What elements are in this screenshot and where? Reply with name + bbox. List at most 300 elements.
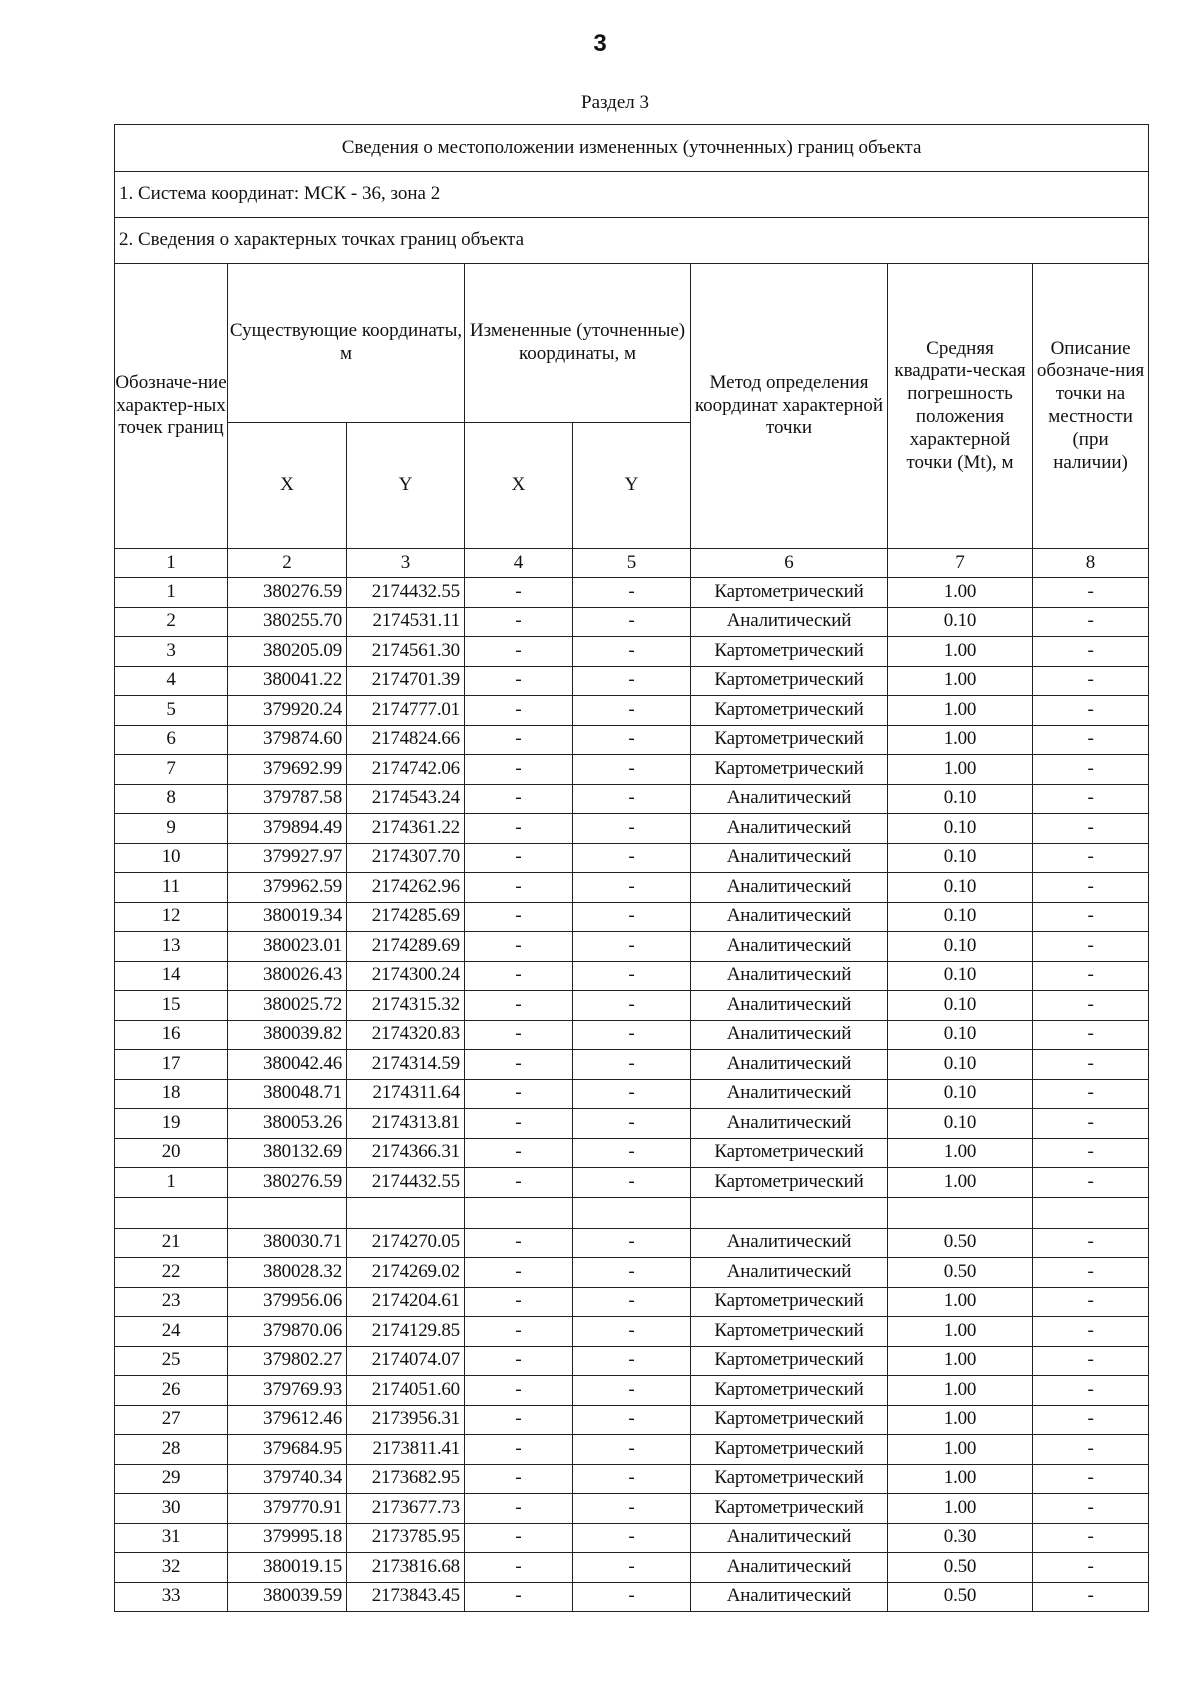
method-cell: Аналитический [691, 814, 888, 844]
existing-y-cell: 2174300.24 [347, 961, 465, 991]
point-number-cell: 29 [115, 1464, 228, 1494]
table-row [115, 1494, 1149, 1524]
description-cell: - [1033, 1435, 1149, 1465]
description-cell: - [1033, 578, 1149, 608]
description-cell: - [1033, 607, 1149, 637]
existing-y-cell: 2174314.59 [347, 1050, 465, 1080]
description-cell: - [1033, 1376, 1149, 1406]
existing-y-cell: 2174320.83 [347, 1020, 465, 1050]
table-row [115, 1020, 1149, 1050]
changed-y-cell: - [573, 1317, 691, 1347]
existing-x-cell: 379927.97 [228, 843, 347, 873]
page-number: 3 [593, 30, 607, 57]
description-cell: - [1033, 1494, 1149, 1524]
mean-error-cell: 0.10 [888, 1079, 1033, 1109]
changed-y-cell: - [573, 666, 691, 696]
method-cell: Картометрический [691, 696, 888, 726]
method-cell: Аналитический [691, 873, 888, 903]
column-number: 1 [115, 549, 228, 578]
existing-y-cell: 2174262.96 [347, 873, 465, 903]
table-row [115, 1376, 1149, 1406]
mean-error-cell: 1.00 [888, 1287, 1033, 1317]
table-row [115, 1258, 1149, 1288]
changed-x-cell: - [465, 1287, 573, 1317]
method-cell: Картометрический [691, 637, 888, 667]
changed-x-cell: - [465, 1553, 573, 1583]
mean-error-cell: 1.00 [888, 1138, 1033, 1168]
table-row [115, 1346, 1149, 1376]
existing-x-cell: 379874.60 [228, 725, 347, 755]
changed-y-cell: - [573, 1553, 691, 1583]
column-number: 3 [347, 549, 465, 578]
mean-error-cell: 0.50 [888, 1258, 1033, 1288]
existing-y-cell: 2174361.22 [347, 814, 465, 844]
point-number-cell: 1 [115, 578, 228, 608]
existing-y-cell: 2173843.45 [347, 1582, 465, 1612]
existing-x-cell: 379995.18 [228, 1523, 347, 1553]
point-number-cell: 27 [115, 1405, 228, 1435]
table-row [115, 814, 1149, 844]
method-cell: Аналитический [691, 902, 888, 932]
description-cell: - [1033, 1079, 1149, 1109]
existing-y-cell: 2174561.30 [347, 637, 465, 667]
coord-system: 1. Система координат: МСК - 36, зона 2 [115, 172, 1149, 218]
table-row [115, 1464, 1149, 1494]
point-number-cell: 2 [115, 607, 228, 637]
table-row [115, 873, 1149, 903]
description-cell: - [1033, 902, 1149, 932]
changed-x-cell: - [465, 1079, 573, 1109]
method-cell: Аналитический [691, 1050, 888, 1080]
changed-x-cell: - [465, 1346, 573, 1376]
changed-y-cell: - [573, 578, 691, 608]
description-cell: - [1033, 1523, 1149, 1553]
method-cell: Аналитический [691, 1553, 888, 1583]
existing-x-cell: 380028.32 [228, 1258, 347, 1288]
column-number: 6 [691, 549, 888, 578]
changed-y-cell: - [573, 607, 691, 637]
header-existing-coords: Существующие координаты, м [228, 264, 465, 423]
changed-x-cell: - [465, 725, 573, 755]
existing-y-cell: 2174366.31 [347, 1138, 465, 1168]
mean-error-cell: 0.10 [888, 902, 1033, 932]
point-number-cell: 5 [115, 696, 228, 726]
method-cell: Картометрический [691, 666, 888, 696]
changed-y-cell: - [573, 1258, 691, 1288]
description-cell: - [1033, 1405, 1149, 1435]
existing-x-cell: 380030.71 [228, 1228, 347, 1258]
description-cell: - [1033, 961, 1149, 991]
mean-error-cell: 1.00 [888, 637, 1033, 667]
changed-x-cell: - [465, 843, 573, 873]
existing-x-cell: 379684.95 [228, 1435, 347, 1465]
existing-y-cell: 2173677.73 [347, 1494, 465, 1524]
changed-y-cell: - [573, 1109, 691, 1139]
existing-y-cell: 2173956.31 [347, 1405, 465, 1435]
mean-error-cell: 1.00 [888, 1317, 1033, 1347]
changed-y-cell: - [573, 1079, 691, 1109]
changed-x-cell: - [465, 784, 573, 814]
mean-error-cell: 0.10 [888, 991, 1033, 1021]
changed-y-cell: - [573, 1405, 691, 1435]
mean-error-cell: 0.10 [888, 784, 1033, 814]
mean-error-cell: 1.00 [888, 1405, 1033, 1435]
method-cell: Аналитический [691, 1258, 888, 1288]
changed-x-cell: - [465, 1464, 573, 1494]
table-row [115, 1138, 1149, 1168]
description-cell: - [1033, 696, 1149, 726]
separator-row [115, 1197, 1149, 1228]
point-number-cell: 12 [115, 902, 228, 932]
mean-error-cell: 0.10 [888, 843, 1033, 873]
point-number-cell: 4 [115, 666, 228, 696]
section-label: Раздел 3 [581, 92, 649, 113]
changed-x-cell: - [465, 1258, 573, 1288]
method-cell: Картометрический [691, 1168, 888, 1198]
header-description: Описание обозначе-ния точки на местности (при наличии) [1033, 264, 1149, 549]
description-cell: - [1033, 1138, 1149, 1168]
description-cell: - [1033, 637, 1149, 667]
mean-error-cell: 1.00 [888, 1376, 1033, 1406]
points-heading: 2. Сведения о характерных точках границ объекта [115, 218, 1149, 264]
header-error: Средняя квадрати-ческая погрешность положения характерной точки (Mt), м [888, 264, 1033, 549]
description-cell: - [1033, 1258, 1149, 1288]
changed-y-cell: - [573, 1020, 691, 1050]
method-cell: Аналитический [691, 607, 888, 637]
changed-y-cell: - [573, 873, 691, 903]
point-number-cell: 19 [115, 1109, 228, 1139]
existing-x-cell: 379787.58 [228, 784, 347, 814]
description-cell: - [1033, 873, 1149, 903]
method-cell: Картометрический [691, 1464, 888, 1494]
empty-cell [228, 1197, 347, 1228]
changed-y-cell: - [573, 1582, 691, 1612]
empty-cell [888, 1197, 1033, 1228]
mean-error-cell: 0.10 [888, 1109, 1033, 1139]
point-number-cell: 24 [115, 1317, 228, 1347]
point-number-cell: 31 [115, 1523, 228, 1553]
existing-y-cell: 2174074.07 [347, 1346, 465, 1376]
table-row [115, 1523, 1149, 1553]
existing-x-cell: 380025.72 [228, 991, 347, 1021]
mean-error-cell: 1.00 [888, 696, 1033, 726]
point-number-cell: 11 [115, 873, 228, 903]
existing-y-cell: 2174742.06 [347, 755, 465, 785]
table-row [115, 991, 1149, 1021]
method-cell: Картометрический [691, 1346, 888, 1376]
table-row [115, 902, 1149, 932]
existing-x-cell: 379962.59 [228, 873, 347, 903]
description-cell: - [1033, 1020, 1149, 1050]
description-cell: - [1033, 1109, 1149, 1139]
changed-x-cell: - [465, 873, 573, 903]
method-cell: Аналитический [691, 784, 888, 814]
changed-y-cell: - [573, 784, 691, 814]
method-cell: Картометрический [691, 1494, 888, 1524]
table-row [115, 1405, 1149, 1435]
table-row [115, 843, 1149, 873]
column-number: 4 [465, 549, 573, 578]
changed-x-cell: - [465, 607, 573, 637]
point-number-cell: 14 [115, 961, 228, 991]
changed-x-cell: - [465, 755, 573, 785]
table-row [115, 1553, 1149, 1583]
method-cell: Аналитический [691, 843, 888, 873]
changed-y-cell: - [573, 1376, 691, 1406]
mean-error-cell: 1.00 [888, 755, 1033, 785]
point-number-cell: 25 [115, 1346, 228, 1376]
method-cell: Аналитический [691, 1523, 888, 1553]
existing-x-cell: 379692.99 [228, 755, 347, 785]
table-row [115, 1435, 1149, 1465]
point-number-cell: 10 [115, 843, 228, 873]
mean-error-cell: 1.00 [888, 1346, 1033, 1376]
existing-x-cell: 380039.82 [228, 1020, 347, 1050]
existing-x-cell: 380023.01 [228, 932, 347, 962]
header-method: Метод определения координат характерной точки [691, 264, 888, 549]
existing-x-cell: 379612.46 [228, 1405, 347, 1435]
existing-y-cell: 2174307.70 [347, 843, 465, 873]
point-number-cell: 30 [115, 1494, 228, 1524]
header-existing-y: Y [347, 423, 465, 549]
existing-x-cell: 380026.43 [228, 961, 347, 991]
changed-y-cell: - [573, 696, 691, 726]
method-cell: Картометрический [691, 1376, 888, 1406]
existing-x-cell: 380019.15 [228, 1553, 347, 1583]
changed-y-cell: - [573, 755, 691, 785]
existing-y-cell: 2174270.05 [347, 1228, 465, 1258]
changed-x-cell: - [465, 1050, 573, 1080]
mean-error-cell: 0.10 [888, 607, 1033, 637]
changed-x-cell: - [465, 696, 573, 726]
point-number-cell: 1 [115, 1168, 228, 1198]
empty-cell [347, 1197, 465, 1228]
existing-y-cell: 2174311.64 [347, 1079, 465, 1109]
point-number-cell: 17 [115, 1050, 228, 1080]
existing-x-cell: 379956.06 [228, 1287, 347, 1317]
mean-error-cell: 0.10 [888, 961, 1033, 991]
description-cell: - [1033, 991, 1149, 1021]
method-cell: Картометрический [691, 1138, 888, 1168]
changed-y-cell: - [573, 961, 691, 991]
description-cell: - [1033, 784, 1149, 814]
changed-y-cell: - [573, 1494, 691, 1524]
point-number-cell: 7 [115, 755, 228, 785]
point-number-cell: 6 [115, 725, 228, 755]
description-cell: - [1033, 1228, 1149, 1258]
existing-x-cell: 380132.69 [228, 1138, 347, 1168]
table-row [115, 578, 1149, 608]
point-number-cell: 28 [115, 1435, 228, 1465]
point-number-cell: 9 [115, 814, 228, 844]
point-number-cell: 13 [115, 932, 228, 962]
existing-x-cell: 380205.09 [228, 637, 347, 667]
existing-x-cell: 379769.93 [228, 1376, 347, 1406]
point-number-cell: 26 [115, 1376, 228, 1406]
point-number-cell: 20 [115, 1138, 228, 1168]
method-cell: Аналитический [691, 991, 888, 1021]
description-cell: - [1033, 932, 1149, 962]
table-row [115, 1317, 1149, 1347]
existing-y-cell: 2174204.61 [347, 1287, 465, 1317]
description-cell: - [1033, 814, 1149, 844]
mean-error-cell: 1.00 [888, 578, 1033, 608]
empty-cell [465, 1197, 573, 1228]
method-cell: Аналитический [691, 1079, 888, 1109]
existing-y-cell: 2174531.11 [347, 607, 465, 637]
existing-x-cell: 379870.06 [228, 1317, 347, 1347]
description-cell: - [1033, 755, 1149, 785]
existing-x-cell: 380042.46 [228, 1050, 347, 1080]
changed-x-cell: - [465, 1317, 573, 1347]
changed-y-cell: - [573, 991, 691, 1021]
boundary-points-table [114, 124, 1149, 1612]
method-cell: Картометрический [691, 1287, 888, 1317]
mean-error-cell: 0.10 [888, 1020, 1033, 1050]
mean-error-cell: 0.10 [888, 932, 1033, 962]
existing-x-cell: 380276.59 [228, 1168, 347, 1198]
header-changed-x: X [465, 423, 573, 549]
method-cell: Аналитический [691, 1228, 888, 1258]
method-cell: Картометрический [691, 755, 888, 785]
changed-x-cell: - [465, 1228, 573, 1258]
existing-x-cell: 379740.34 [228, 1464, 347, 1494]
mean-error-cell: 1.00 [888, 1464, 1033, 1494]
method-cell: Аналитический [691, 932, 888, 962]
changed-y-cell: - [573, 637, 691, 667]
existing-x-cell: 380048.71 [228, 1079, 347, 1109]
mean-error-cell: 1.00 [888, 1435, 1033, 1465]
existing-x-cell: 380276.59 [228, 578, 347, 608]
changed-x-cell: - [465, 1582, 573, 1612]
mean-error-cell: 0.50 [888, 1553, 1033, 1583]
point-number-cell: 15 [115, 991, 228, 1021]
changed-y-cell: - [573, 843, 691, 873]
changed-x-cell: - [465, 932, 573, 962]
table-row [115, 755, 1149, 785]
existing-y-cell: 2174777.01 [347, 696, 465, 726]
description-cell: - [1033, 1464, 1149, 1494]
table-row [115, 1109, 1149, 1139]
changed-y-cell: - [573, 1138, 691, 1168]
description-cell: - [1033, 1317, 1149, 1347]
column-number: 2 [228, 549, 347, 578]
empty-cell [691, 1197, 888, 1228]
method-cell: Аналитический [691, 1020, 888, 1050]
existing-y-cell: 2174824.66 [347, 725, 465, 755]
mean-error-cell: 0.10 [888, 873, 1033, 903]
changed-x-cell: - [465, 1376, 573, 1406]
mean-error-cell: 1.00 [888, 1494, 1033, 1524]
changed-y-cell: - [573, 1523, 691, 1553]
table-title: Сведения о местоположении измененных (уточненных) границ объекта [115, 125, 1149, 172]
changed-x-cell: - [465, 814, 573, 844]
table-row [115, 1168, 1149, 1198]
changed-y-cell: - [573, 902, 691, 932]
changed-y-cell: - [573, 1050, 691, 1080]
description-cell: - [1033, 1582, 1149, 1612]
header-changed-coords: Измененные (уточненные) координаты, м [465, 264, 691, 423]
point-number-cell: 18 [115, 1079, 228, 1109]
mean-error-cell: 0.10 [888, 1050, 1033, 1080]
description-cell: - [1033, 666, 1149, 696]
empty-cell [115, 1197, 228, 1228]
existing-y-cell: 2174051.60 [347, 1376, 465, 1406]
table-row [115, 1287, 1149, 1317]
empty-cell [573, 1197, 691, 1228]
existing-x-cell: 380039.59 [228, 1582, 347, 1612]
mean-error-cell: 1.00 [888, 666, 1033, 696]
existing-y-cell: 2174315.32 [347, 991, 465, 1021]
method-cell: Картометрический [691, 1435, 888, 1465]
existing-y-cell: 2174129.85 [347, 1317, 465, 1347]
existing-y-cell: 2174543.24 [347, 784, 465, 814]
mean-error-cell: 1.00 [888, 725, 1033, 755]
mean-error-cell: 0.50 [888, 1228, 1033, 1258]
point-number-cell: 3 [115, 637, 228, 667]
changed-y-cell: - [573, 1435, 691, 1465]
point-number-cell: 23 [115, 1287, 228, 1317]
changed-x-cell: - [465, 1435, 573, 1465]
header-designation: Обозначе-ние характер-ных точек границ [115, 264, 228, 549]
changed-y-cell: - [573, 1168, 691, 1198]
table-row [115, 784, 1149, 814]
description-cell: - [1033, 1050, 1149, 1080]
description-cell: - [1033, 725, 1149, 755]
description-cell: - [1033, 1287, 1149, 1317]
changed-x-cell: - [465, 578, 573, 608]
description-cell: - [1033, 843, 1149, 873]
table-row [115, 932, 1149, 962]
method-cell: Картометрический [691, 1317, 888, 1347]
changed-x-cell: - [465, 1523, 573, 1553]
existing-y-cell: 2174701.39 [347, 666, 465, 696]
table-row [115, 1079, 1149, 1109]
empty-cell [1033, 1197, 1149, 1228]
table-row [115, 1582, 1149, 1612]
header-existing-x: X [228, 423, 347, 549]
changed-y-cell: - [573, 932, 691, 962]
changed-y-cell: - [573, 1287, 691, 1317]
method-cell: Картометрический [691, 725, 888, 755]
existing-y-cell: 2174285.69 [347, 902, 465, 932]
existing-y-cell: 2174432.55 [347, 1168, 465, 1198]
table-row [115, 1050, 1149, 1080]
table-row [115, 637, 1149, 667]
changed-x-cell: - [465, 1168, 573, 1198]
existing-x-cell: 380053.26 [228, 1109, 347, 1139]
existing-x-cell: 379894.49 [228, 814, 347, 844]
existing-y-cell: 2173816.68 [347, 1553, 465, 1583]
table-row [115, 1228, 1149, 1258]
column-number: 5 [573, 549, 691, 578]
changed-x-cell: - [465, 1020, 573, 1050]
existing-y-cell: 2174269.02 [347, 1258, 465, 1288]
table-row [115, 725, 1149, 755]
existing-y-cell: 2173811.41 [347, 1435, 465, 1465]
description-cell: - [1033, 1553, 1149, 1583]
changed-x-cell: - [465, 1109, 573, 1139]
table-row [115, 696, 1149, 726]
changed-y-cell: - [573, 814, 691, 844]
changed-y-cell: - [573, 1346, 691, 1376]
mean-error-cell: 0.30 [888, 1523, 1033, 1553]
existing-y-cell: 2174289.69 [347, 932, 465, 962]
method-cell: Картометрический [691, 578, 888, 608]
method-cell: Аналитический [691, 1109, 888, 1139]
changed-x-cell: - [465, 902, 573, 932]
changed-x-cell: - [465, 961, 573, 991]
